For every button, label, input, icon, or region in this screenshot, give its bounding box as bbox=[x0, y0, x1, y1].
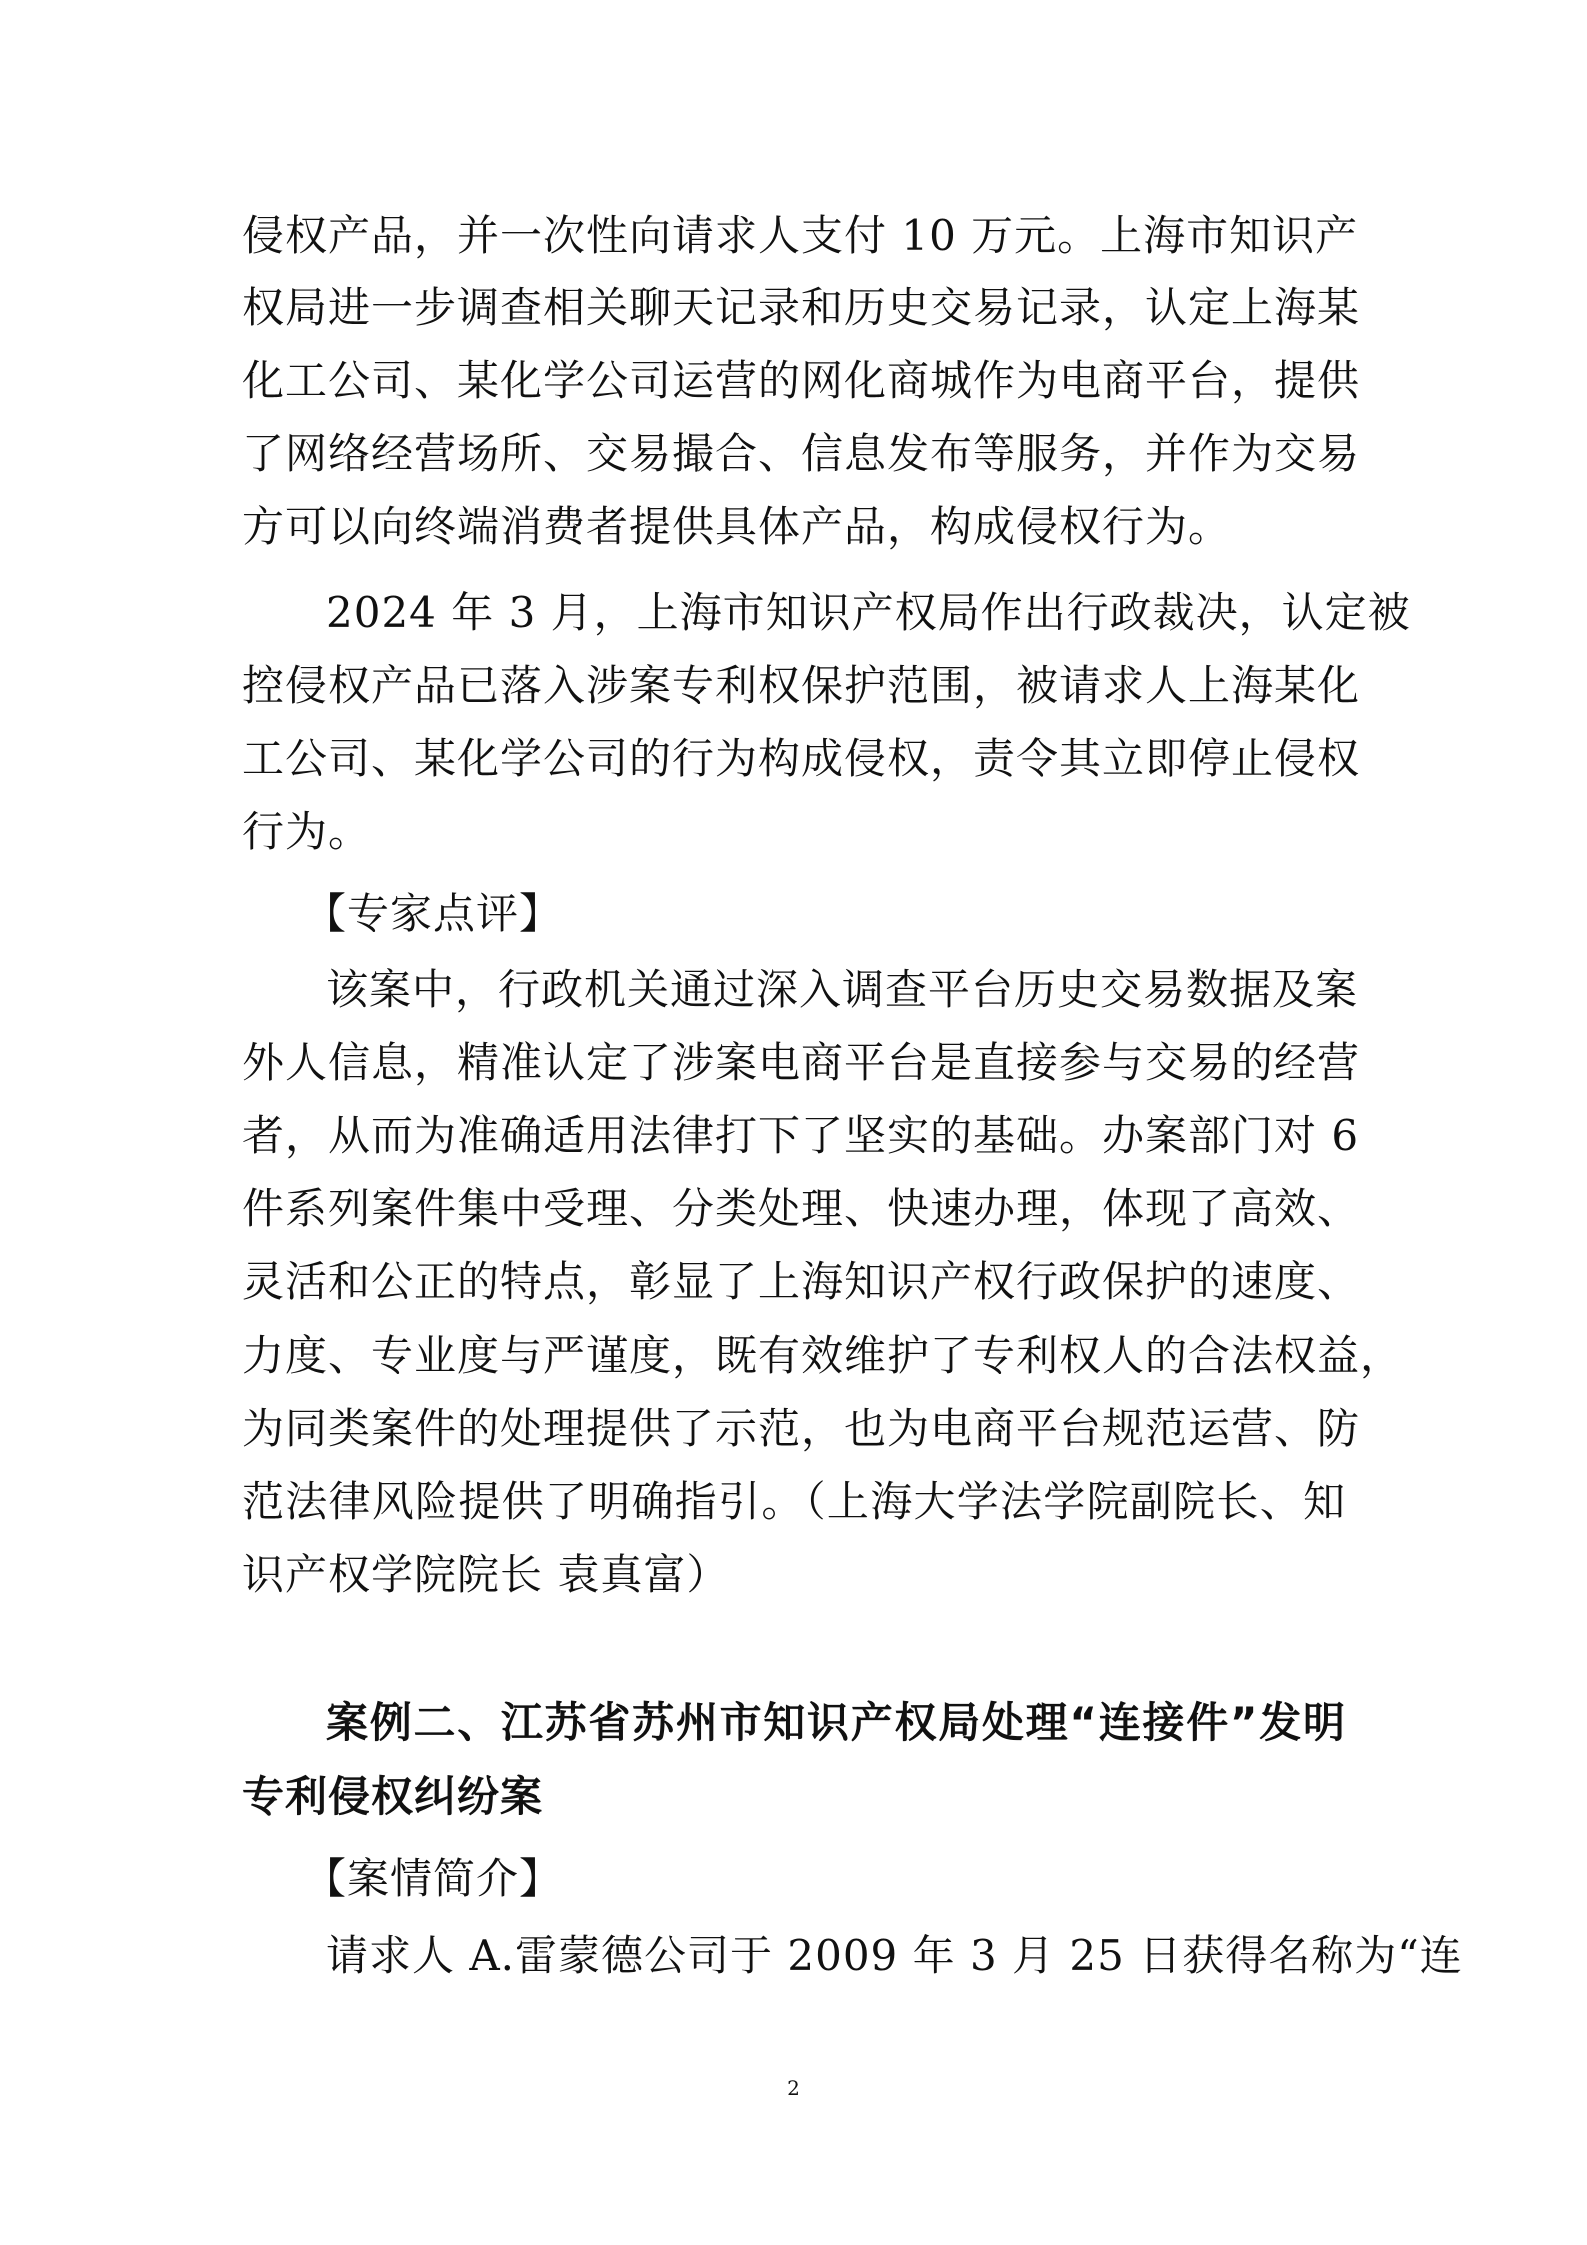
paragraph-line: 权局进一步调查相关聊天记录和历史交易记录，认定上海某 bbox=[242, 283, 1361, 332]
paragraph-line: 了网络经营场所、交易撮合、信息发布等服务，并作为交易 bbox=[242, 429, 1361, 478]
paragraph-line: 者，从而为准确适用法律打下了坚实的基础。办案部门对 6 bbox=[242, 1111, 1360, 1160]
paragraph-line: 化工公司、某化学公司运营的网化商城作为电商平台，提供 bbox=[242, 356, 1361, 405]
paragraph-line: 为同类案件的处理提供了示范，也为电商平台规范运营、防 bbox=[242, 1404, 1361, 1453]
page-number: 2 bbox=[787, 2076, 800, 2100]
paragraph-line: 控侵权产品已落入涉案专利权保护范围，被请求人上海某化 bbox=[242, 661, 1361, 710]
paragraph-line: 方可以向终端消费者提供具体产品，构成侵权行为。 bbox=[242, 502, 1232, 551]
paragraph-line: 件系列案件集中受理、分类处理、快速办理，体现了高效、 bbox=[242, 1184, 1361, 1233]
paragraph-line: 范法律风险提供了明确指引。（上海大学法学院副院长、知 bbox=[242, 1477, 1346, 1526]
case-summary-heading: 【案情简介】 bbox=[304, 1854, 563, 1903]
paragraph-line: 力度、专业度与严谨度，既有效维护了专利权人的合法权益， bbox=[242, 1331, 1404, 1380]
paragraph-line: 侵权产品，并一次性向请求人支付 10 万元。上海市知识产 bbox=[242, 211, 1359, 260]
case-title: 案例二、江苏省苏州市知识产权局处理“连接件”发明 bbox=[326, 1698, 1346, 1747]
paragraph-line: 工公司、某化学公司的行为构成侵权，责令其立即停止侵权 bbox=[242, 734, 1361, 783]
paragraph-line: 外人信息，精准认定了涉案电商平台是直接参与交易的经营 bbox=[242, 1038, 1361, 1087]
case-title: 专利侵权纠纷案 bbox=[242, 1772, 544, 1821]
paragraph-line: 2024 年 3 月，上海市知识产权局作出行政裁决，认定被 bbox=[326, 588, 1411, 637]
paragraph-line: 该案中，行政机关通过深入调查平台历史交易数据及案 bbox=[326, 965, 1359, 1014]
paragraph-line: 灵活和公正的特点，彰显了上海知识产权行政保护的速度、 bbox=[242, 1257, 1361, 1306]
paragraph-line: 行为。 bbox=[242, 807, 372, 856]
paragraph-line: 识产权学院院长 袁真富） bbox=[242, 1550, 730, 1599]
expert-comment-heading: 【专家点评】 bbox=[304, 889, 563, 938]
paragraph-line: 请求人 A.雷蒙德公司于 2009 年 3 月 25 日获得名称为“连 bbox=[326, 1931, 1463, 1980]
